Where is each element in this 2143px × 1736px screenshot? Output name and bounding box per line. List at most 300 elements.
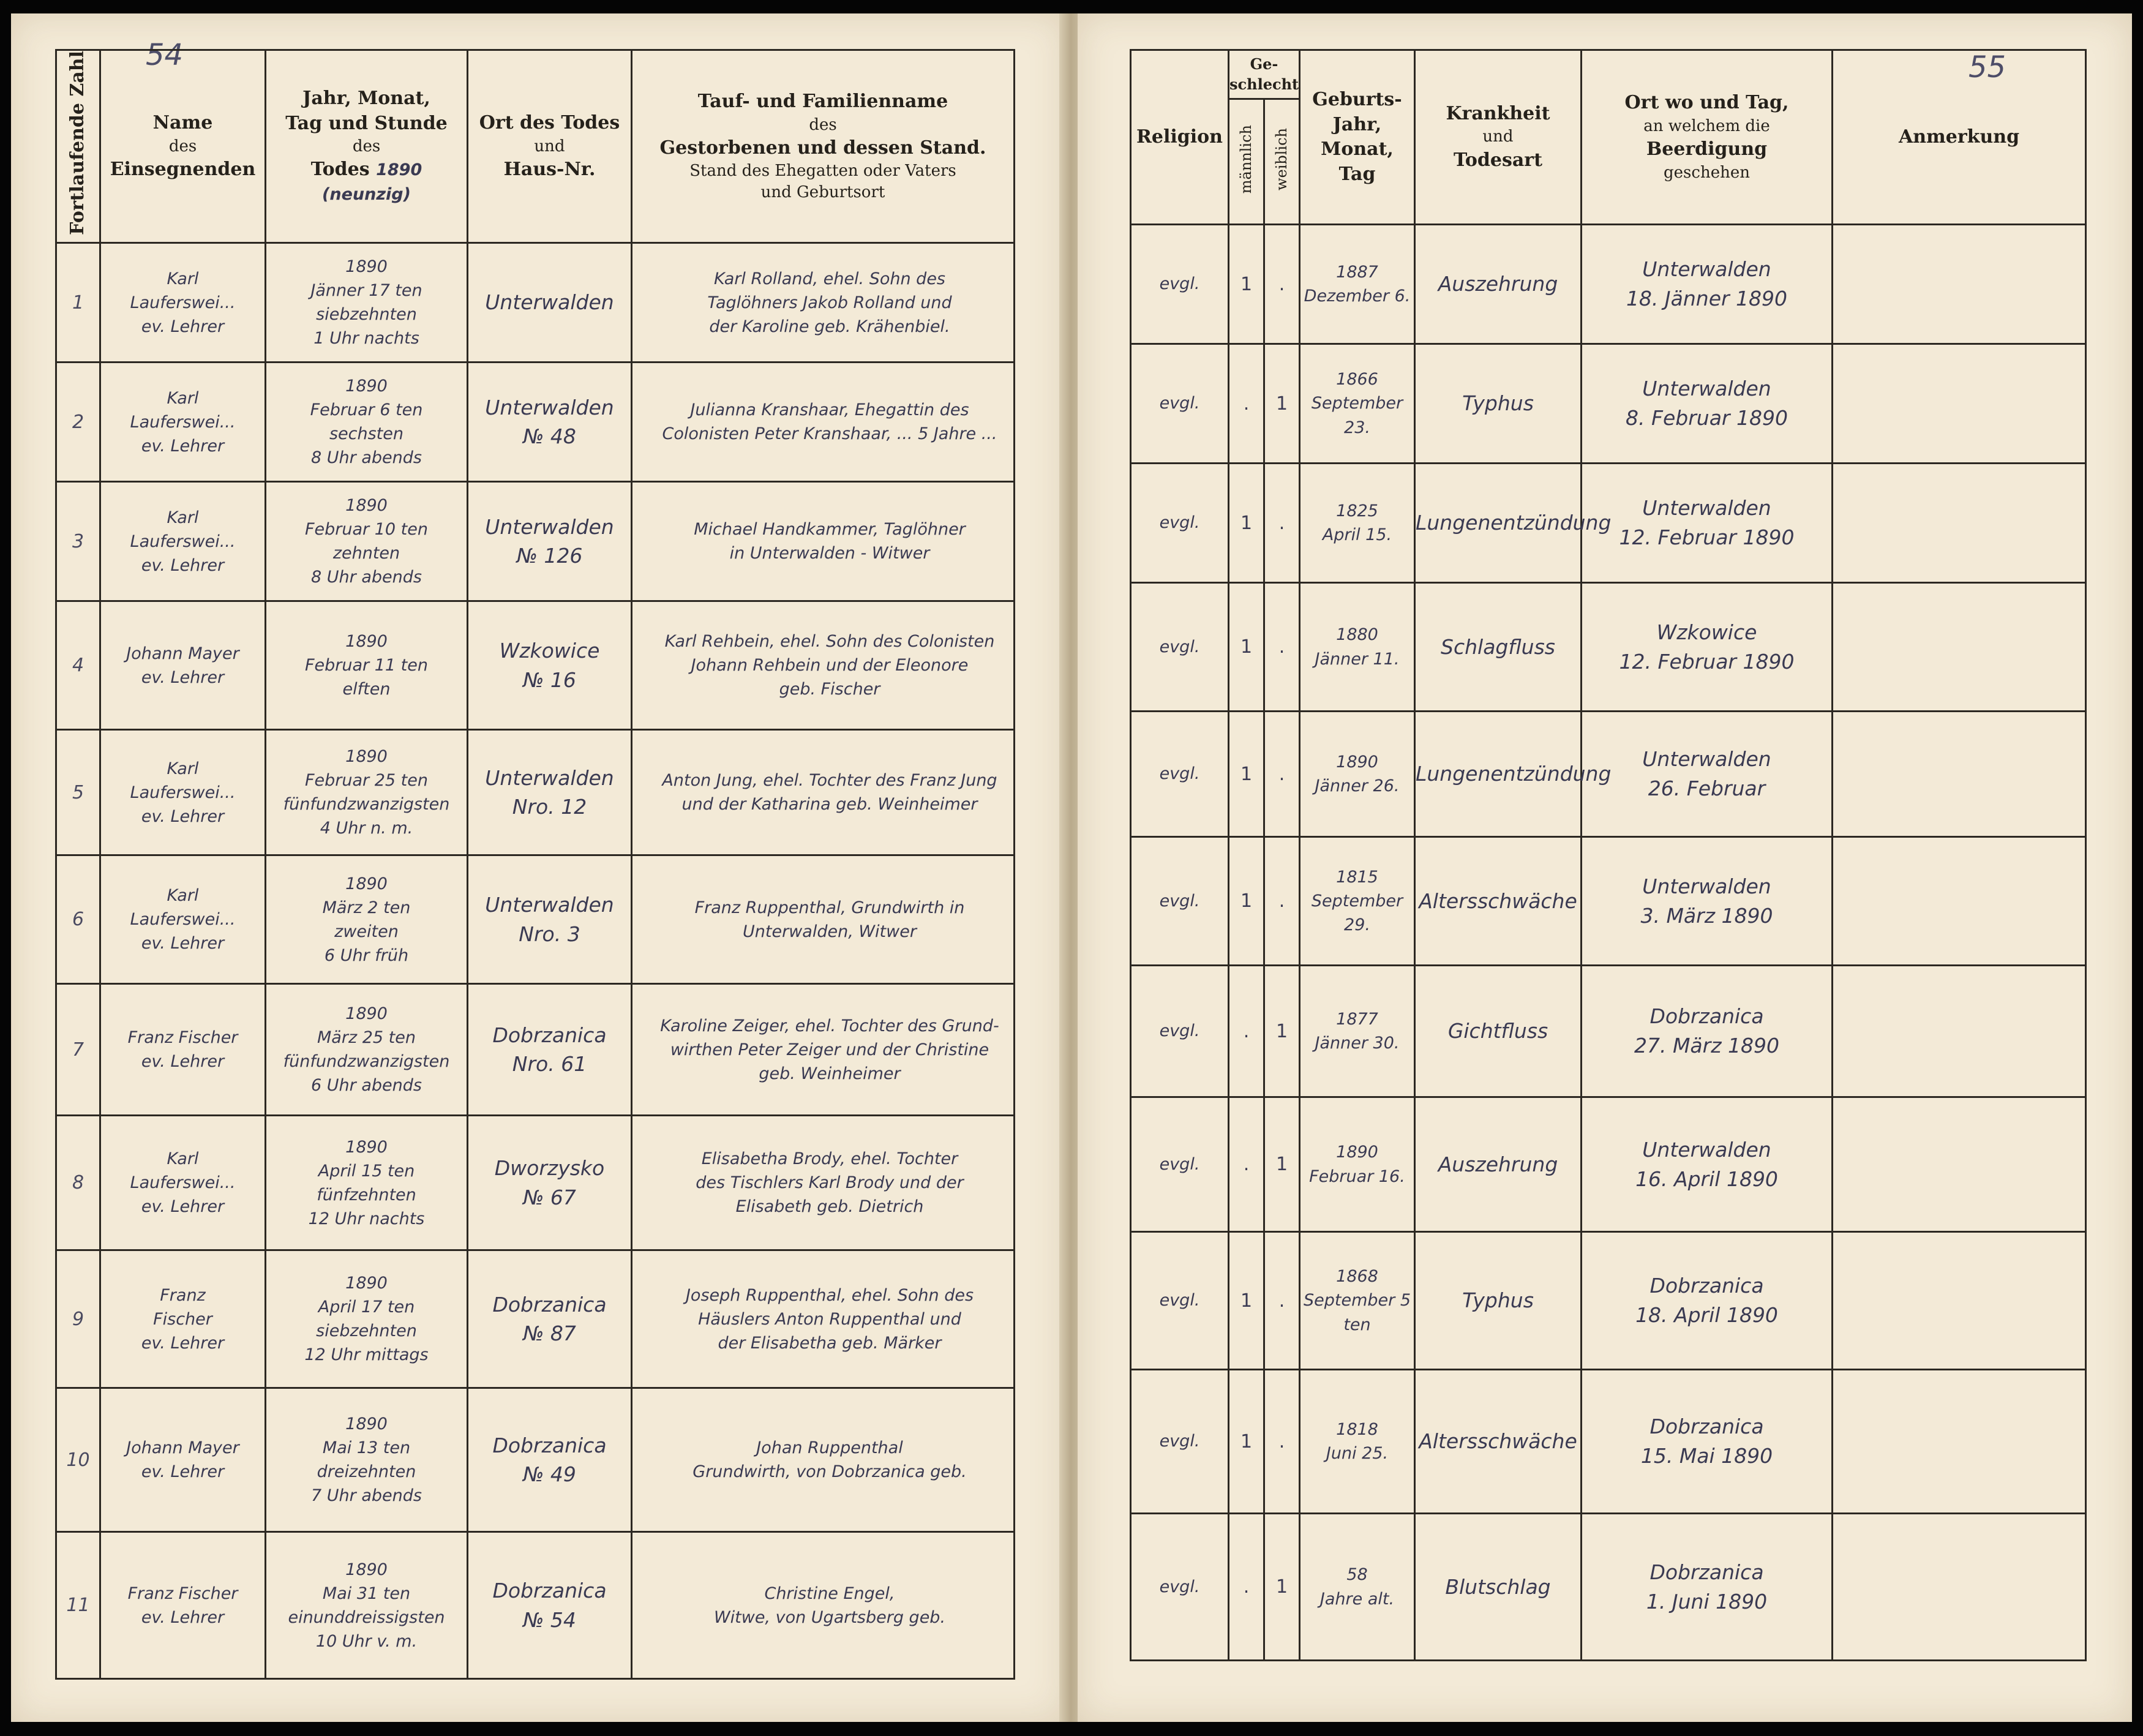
text-line: Franz Fischer xyxy=(127,1584,238,1603)
officiant-cell xyxy=(100,1250,266,1388)
religion-cell: evgl. xyxy=(1131,464,1229,583)
text-line: Dobrzanica xyxy=(1649,1415,1764,1439)
place-cell xyxy=(468,1388,632,1532)
deceased-cell xyxy=(632,1388,1015,1532)
deceased-cell xyxy=(632,243,1015,363)
officiant-cell xyxy=(100,730,266,855)
female-cell: 1 xyxy=(1264,966,1300,1097)
officiant-cell xyxy=(100,984,266,1116)
text-line: Karl xyxy=(167,269,199,288)
text-line: Juni 25. xyxy=(1326,1444,1389,1463)
place-cell xyxy=(468,855,632,984)
text-line: Dobrzanica xyxy=(1649,1274,1764,1298)
illness-cell: Gichtfluss xyxy=(1415,966,1582,1097)
text-line: 8 Uhr abends xyxy=(311,448,422,468)
illness-cell: Lungenentzündung xyxy=(1415,464,1582,583)
text-line: 1887 xyxy=(1336,262,1378,282)
header-year-handwritten: 1890 xyxy=(376,160,422,180)
text-line: Februar 16. xyxy=(1309,1167,1405,1186)
male-cell: 1 xyxy=(1229,583,1264,712)
deceased-cell xyxy=(632,482,1015,601)
text-line: Karl xyxy=(167,508,199,527)
text-line: 1868 xyxy=(1336,1267,1378,1287)
text-line: 1890 xyxy=(345,257,388,277)
religion-cell: evgl. xyxy=(1131,225,1229,344)
text-line: Wzkowice xyxy=(499,639,600,663)
religion-cell: evgl. xyxy=(1131,1514,1229,1661)
burial-cell xyxy=(1582,837,1833,966)
remarks-cell xyxy=(1833,1514,2086,1661)
text-line: elften xyxy=(342,680,391,699)
header-deceased-name: Tauf- und Familienname des Gestorbenen und dessen Stand. Stand des Ehegatten oder Vaters und Geburtsort xyxy=(632,50,1015,243)
deceased-cell xyxy=(632,601,1015,730)
entry-number: 3 xyxy=(56,482,100,601)
entry-number: 7 xyxy=(56,984,100,1116)
header-birth-date: Geburts- Jahr, Monat, Tag xyxy=(1300,50,1415,225)
place-cell xyxy=(468,984,632,1116)
right-table-row xyxy=(1131,1370,2086,1514)
text-line: zweiten xyxy=(334,922,399,941)
religion-cell: evgl. xyxy=(1131,837,1229,966)
text-line: № 126 xyxy=(516,544,583,568)
text-line: Karl Rolland, ehel. Sohn des xyxy=(714,269,945,288)
text-line: siebzehnten xyxy=(316,1321,417,1341)
header-place-of-death: Ort des Todes und Haus-Nr. xyxy=(468,50,632,243)
text-line: sechsten xyxy=(329,424,403,444)
right-table-row xyxy=(1131,837,2086,966)
text-line: 1890 xyxy=(345,632,388,652)
birth-date-cell xyxy=(1300,966,1415,1097)
birth-date-cell xyxy=(1300,1232,1415,1370)
text-line: Unterwalden xyxy=(485,893,614,917)
burial-cell xyxy=(1582,1097,1833,1232)
text-line: Karl xyxy=(167,1149,199,1169)
text-line: Unterwalden xyxy=(1642,874,1771,898)
birth-date-cell xyxy=(1300,583,1415,712)
text-line: September 23. xyxy=(1311,394,1403,437)
text-line: 27. März 1890 xyxy=(1634,1034,1780,1058)
burial-cell xyxy=(1582,966,1833,1097)
entry-number: 2 xyxy=(56,363,100,482)
officiant-cell xyxy=(100,1116,266,1250)
remarks-cell xyxy=(1833,464,2086,583)
text-line: Franz xyxy=(160,1285,206,1305)
header-burial: Ort wo und Tag, an welchem die Beerdigung geschehen xyxy=(1582,50,1833,225)
text-line: 8 Uhr abends xyxy=(311,568,422,587)
female-cell: . xyxy=(1264,464,1300,583)
text-line: und der Katharina geb. Weinheimer xyxy=(681,795,978,814)
text-line: Jänner 30. xyxy=(1315,1034,1400,1053)
text-line: Christine Engel, xyxy=(764,1584,895,1603)
text-line: 1. Juni 1890 xyxy=(1646,1589,1768,1614)
text-line: geb. Fischer xyxy=(779,680,880,699)
religion-cell: evgl. xyxy=(1131,1097,1229,1232)
text-line: Johann Mayer xyxy=(126,1438,239,1458)
burial-cell xyxy=(1582,344,1833,464)
male-cell: 1 xyxy=(1229,464,1264,583)
birth-date-cell xyxy=(1300,1370,1415,1514)
text-line: des Tischlers Karl Brody und der xyxy=(696,1173,964,1193)
text-line: fünfundzwanzigsten xyxy=(283,795,450,814)
birth-date-cell xyxy=(1300,1514,1415,1661)
text-line: Dworzysko xyxy=(494,1156,605,1180)
remarks-cell xyxy=(1833,837,2086,966)
text-line: einunddreissigsten xyxy=(288,1607,445,1627)
place-cell xyxy=(468,1532,632,1679)
text-line: Elisabetha Brody, ehel. Tochter xyxy=(701,1149,958,1169)
left-table-row xyxy=(56,363,1015,482)
text-line: № 87 xyxy=(523,1321,576,1346)
text-line: dreizehnten xyxy=(317,1462,416,1482)
text-line: der Elisabetha geb. Märker xyxy=(718,1333,942,1353)
header-death-date: Jahr, Monat, Tag und Stunde des Todes 1890 (neunzig) xyxy=(266,50,468,243)
text-line: Grundwirth, von Dobrzanica geb. xyxy=(692,1462,967,1482)
remarks-cell xyxy=(1833,1232,2086,1370)
left-table-row xyxy=(56,1388,1015,1532)
place-cell xyxy=(468,601,632,730)
text-line: ev. Lehrer xyxy=(141,1607,225,1627)
text-line: Unterwalden xyxy=(1642,496,1771,520)
text-line: ev. Lehrer xyxy=(141,555,225,575)
burial-cell xyxy=(1582,464,1833,583)
text-line: 18. April 1890 xyxy=(1635,1303,1778,1327)
text-line: Lauferswei... xyxy=(130,783,236,802)
text-line: ev. Lehrer xyxy=(141,1197,225,1217)
text-line: 1890 xyxy=(345,747,388,767)
entry-number: 8 xyxy=(56,1116,100,1250)
burial-cell xyxy=(1582,583,1833,712)
header-male: männlich xyxy=(1229,99,1264,225)
text-line: 1890 xyxy=(345,1137,388,1157)
text-line: März 25 ten xyxy=(317,1028,416,1048)
illness-cell: Auszehrung xyxy=(1415,225,1582,344)
text-line: Unterwalden xyxy=(1642,377,1771,401)
male-cell: . xyxy=(1229,1097,1264,1232)
text-line: 1866 xyxy=(1336,370,1378,389)
text-line: Jänner 26. xyxy=(1315,776,1400,795)
text-line: ev. Lehrer xyxy=(141,436,225,456)
text-line: wirthen Peter Zeiger und der Christine xyxy=(670,1040,989,1059)
left-page-number: 54 xyxy=(146,38,184,72)
text-line: 8. Februar 1890 xyxy=(1626,406,1788,430)
male-cell: 1 xyxy=(1229,225,1264,344)
left-table-row xyxy=(56,855,1015,984)
text-line: ev. Lehrer xyxy=(141,1333,225,1353)
entry-number: 5 xyxy=(56,730,100,855)
entry-number: 6 xyxy=(56,855,100,984)
text-line: Lauferswei... xyxy=(130,1173,236,1193)
birth-date-cell xyxy=(1300,712,1415,837)
illness-cell: Schlagfluss xyxy=(1415,583,1582,712)
death-date-cell xyxy=(266,855,468,984)
text-line: 4 Uhr n. m. xyxy=(320,819,413,838)
text-line: 1877 xyxy=(1336,1009,1378,1029)
place-cell xyxy=(468,1250,632,1388)
death-date-cell xyxy=(266,1116,468,1250)
death-date-cell xyxy=(266,243,468,363)
text-line: 1880 xyxy=(1336,625,1378,645)
text-line: Johan Ruppenthal xyxy=(756,1438,903,1458)
right-table-row xyxy=(1131,344,2086,464)
header-female: weiblich xyxy=(1264,99,1300,225)
officiant-cell xyxy=(100,363,266,482)
text-line: siebzehnten xyxy=(316,305,417,325)
text-line: 1815 xyxy=(1336,867,1378,887)
text-line: 15. Mai 1890 xyxy=(1640,1444,1773,1468)
officiant-cell xyxy=(100,855,266,984)
birth-date-cell xyxy=(1300,464,1415,583)
text-line: Februar 25 ten xyxy=(305,771,428,791)
place-cell xyxy=(468,1116,632,1250)
birth-date-cell xyxy=(1300,344,1415,464)
place-cell xyxy=(468,730,632,855)
text-line: Unterwalden xyxy=(485,765,614,790)
death-date-cell xyxy=(266,1532,468,1679)
text-line: Februar 10 ten xyxy=(305,520,428,539)
header-sex: Ge-schlecht xyxy=(1229,50,1300,99)
right-table-row xyxy=(1131,583,2086,712)
death-date-cell xyxy=(266,363,468,482)
religion-cell: evgl. xyxy=(1131,712,1229,837)
text-line: Fischer xyxy=(153,1309,212,1329)
text-line: № 16 xyxy=(523,667,576,692)
birth-date-cell xyxy=(1300,837,1415,966)
text-line: 1825 xyxy=(1336,501,1378,520)
text-line: Witwe, von Ugartsberg geb. xyxy=(713,1607,946,1627)
text-line: 6 Uhr abends xyxy=(311,1076,422,1095)
remarks-cell xyxy=(1833,583,2086,712)
text-line: Dobrzanica xyxy=(492,1433,607,1457)
text-line: Taglöhners Jakob Rolland und xyxy=(707,293,952,312)
entry-number: 1 xyxy=(56,243,100,363)
death-date-cell xyxy=(266,984,468,1116)
text-line: Joseph Ruppenthal, ehel. Sohn des xyxy=(685,1285,974,1305)
text-line: fünfundzwanzigsten xyxy=(283,1052,450,1072)
text-line: ev. Lehrer xyxy=(141,1462,225,1482)
text-line: zehnten xyxy=(332,544,400,563)
deceased-cell xyxy=(632,984,1015,1116)
deceased-cell xyxy=(632,855,1015,984)
male-cell: . xyxy=(1229,1514,1264,1661)
religion-cell: evgl. xyxy=(1131,1232,1229,1370)
text-line: № 49 xyxy=(523,1462,576,1487)
text-line: 12 Uhr mittags xyxy=(304,1345,429,1365)
text-line: Johann Mayer xyxy=(126,644,239,663)
right-table-row xyxy=(1131,712,2086,837)
header-year-note: (neunzig) xyxy=(322,184,411,204)
remarks-cell xyxy=(1833,712,2086,837)
text-line: in Unterwalden - Witwer xyxy=(729,544,930,563)
text-line: ev. Lehrer xyxy=(141,317,225,336)
female-cell: 1 xyxy=(1264,1097,1300,1232)
deceased-cell xyxy=(632,730,1015,855)
text-line: Februar 6 ten xyxy=(310,400,423,420)
text-line: Colonisten Peter Kranshaar, ... 5 Jahre ... xyxy=(662,424,997,444)
illness-cell: Altersschwäche xyxy=(1415,837,1582,966)
text-line: Franz Fischer xyxy=(127,1028,238,1048)
text-line: Julianna Kranshaar, Ehegattin des xyxy=(690,400,969,420)
text-line: Dobrzanica xyxy=(492,1292,607,1317)
right-table-row xyxy=(1131,1514,2086,1661)
male-cell: 1 xyxy=(1229,1232,1264,1370)
remarks-cell xyxy=(1833,225,2086,344)
text-line: März 2 ten xyxy=(322,898,411,917)
text-line: Franz Ruppenthal, Grundwirth in xyxy=(694,898,965,917)
left-table-row xyxy=(56,730,1015,855)
male-cell: . xyxy=(1229,966,1264,1097)
text-line: Anton Jung, ehel. Tochter des Franz Jung xyxy=(662,771,997,791)
text-line: Nro. 3 xyxy=(519,922,580,946)
text-line: № 54 xyxy=(523,1607,576,1632)
text-line: Wzkowice xyxy=(1656,620,1757,644)
religion-cell: evgl. xyxy=(1131,344,1229,464)
officiant-cell xyxy=(100,601,266,730)
text-line: Unterwalden xyxy=(1642,1137,1771,1162)
remarks-cell xyxy=(1833,966,2086,1097)
text-line: Karoline Zeiger, ehel. Tochter des Grund- xyxy=(660,1016,999,1035)
right-table-row xyxy=(1131,1097,2086,1232)
text-line: 1 Uhr nachts xyxy=(313,329,419,348)
text-line: Lauferswei... xyxy=(130,910,236,930)
text-line: № 67 xyxy=(523,1185,576,1209)
text-line: № 48 xyxy=(523,424,576,449)
left-table-row xyxy=(56,1250,1015,1388)
text-line: April 15 ten xyxy=(318,1161,415,1181)
text-line: 7 Uhr abends xyxy=(311,1486,422,1506)
text-line: 3. März 1890 xyxy=(1640,903,1773,928)
deceased-cell xyxy=(632,1116,1015,1250)
entry-number: 4 xyxy=(56,601,100,730)
text-line: 1890 xyxy=(345,496,388,516)
text-line: Unterwalden, Witwer xyxy=(743,922,917,941)
text-line: 6 Uhr früh xyxy=(324,945,409,965)
right-table-row xyxy=(1131,225,2086,344)
text-line: Lauferswei... xyxy=(130,293,236,312)
place-cell xyxy=(468,363,632,482)
text-line: Nro. 61 xyxy=(512,1052,587,1077)
text-line: Mai 13 ten xyxy=(322,1438,411,1458)
male-cell: 1 xyxy=(1229,1370,1264,1514)
text-line: 1890 xyxy=(1336,1143,1378,1162)
officiant-cell xyxy=(100,1532,266,1679)
text-line: Unterwalden xyxy=(485,395,614,419)
header-illness: Krankheit und Todesart xyxy=(1415,50,1582,225)
female-cell: . xyxy=(1264,837,1300,966)
header-religion: Religion xyxy=(1131,50,1229,225)
religion-cell: evgl. xyxy=(1131,1370,1229,1514)
text-line: April 15. xyxy=(1322,525,1392,544)
female-cell: . xyxy=(1264,1370,1300,1514)
remarks-cell xyxy=(1833,1370,2086,1514)
illness-cell: Typhus xyxy=(1415,344,1582,464)
remarks-cell xyxy=(1833,1097,2086,1232)
burial-cell xyxy=(1582,712,1833,837)
text-line: Johann Rehbein und der Eleonore xyxy=(691,656,969,675)
burial-cell xyxy=(1582,1370,1833,1514)
illness-cell: Typhus xyxy=(1415,1232,1582,1370)
officiant-cell xyxy=(100,243,266,363)
deceased-cell xyxy=(632,1250,1015,1388)
illness-cell: Altersschwäche xyxy=(1415,1370,1582,1514)
left-register-table xyxy=(55,49,1015,1680)
place-cell xyxy=(468,482,632,601)
header-remarks: Anmerkung xyxy=(1833,50,2086,225)
header-officiant: Name des Einsegnenden xyxy=(100,50,266,243)
birth-date-cell xyxy=(1300,1097,1415,1232)
male-cell: . xyxy=(1229,344,1264,464)
right-table-row xyxy=(1131,1232,2086,1370)
entry-number: 11 xyxy=(56,1532,100,1679)
female-cell: . xyxy=(1264,583,1300,712)
text-line: 26. Februar xyxy=(1648,776,1766,800)
text-line: Jahre alt. xyxy=(1319,1589,1395,1609)
left-table-row xyxy=(56,482,1015,601)
male-cell: 1 xyxy=(1229,837,1264,966)
death-date-cell xyxy=(266,1388,468,1532)
text-line: Dobrzanica xyxy=(1649,1004,1764,1029)
text-line: 16. April 1890 xyxy=(1635,1167,1778,1191)
text-line: Häuslers Anton Ruppenthal und xyxy=(698,1309,961,1329)
female-cell: 1 xyxy=(1264,344,1300,464)
burial-cell xyxy=(1582,1514,1833,1661)
entry-number: 9 xyxy=(56,1250,100,1388)
text-line: 1890 xyxy=(345,1560,388,1579)
officiant-cell xyxy=(100,1388,266,1532)
text-line: Dobrzanica xyxy=(492,1579,607,1603)
text-line: September 29. xyxy=(1311,891,1403,935)
text-line: Nro. 12 xyxy=(512,795,587,819)
text-line: 1890 xyxy=(345,1004,388,1024)
text-line: Karl Rehbein, ehel. Sohn des Colonisten xyxy=(664,632,995,652)
text-line: Unterwalden xyxy=(1642,747,1771,772)
text-line: Karl xyxy=(167,886,199,906)
female-cell: . xyxy=(1264,225,1300,344)
religion-cell: evgl. xyxy=(1131,583,1229,712)
text-line: Karl xyxy=(167,388,199,408)
text-line: Lauferswei... xyxy=(130,412,236,432)
text-line: Jänner 11. xyxy=(1315,649,1400,669)
religion-cell: evgl. xyxy=(1131,966,1229,1097)
burial-cell xyxy=(1582,225,1833,344)
left-table-row xyxy=(56,243,1015,363)
text-line: Karl xyxy=(167,759,199,778)
left-table-row xyxy=(56,984,1015,1116)
left-table-row xyxy=(56,1116,1015,1250)
illness-cell: Blutschlag xyxy=(1415,1514,1582,1661)
place-cell xyxy=(468,243,632,363)
text-line: 1890 xyxy=(345,377,388,396)
entry-number: 10 xyxy=(56,1388,100,1532)
death-date-cell xyxy=(266,730,468,855)
text-line: der Karoline geb. Krähenbiel. xyxy=(709,317,950,336)
text-line: ev. Lehrer xyxy=(141,1052,225,1072)
illness-cell: Auszehrung xyxy=(1415,1097,1582,1232)
text-line: geb. Weinheimer xyxy=(759,1064,901,1083)
left-table-row xyxy=(56,1532,1015,1679)
male-cell: 1 xyxy=(1229,712,1264,837)
text-line: Dezember 6. xyxy=(1304,287,1411,306)
text-line: 10 Uhr v. m. xyxy=(315,1631,418,1651)
text-line: 1890 xyxy=(1336,752,1378,772)
text-line: ev. Lehrer xyxy=(141,806,225,826)
text-line: Lauferswei... xyxy=(130,532,236,551)
right-table-row xyxy=(1131,966,2086,1097)
text-line: 12 Uhr nachts xyxy=(308,1209,425,1228)
text-line: Elisabeth geb. Dietrich xyxy=(735,1197,924,1217)
text-line: 1890 xyxy=(345,1415,388,1434)
female-cell: . xyxy=(1264,712,1300,837)
text-line: 1890 xyxy=(345,1274,388,1293)
